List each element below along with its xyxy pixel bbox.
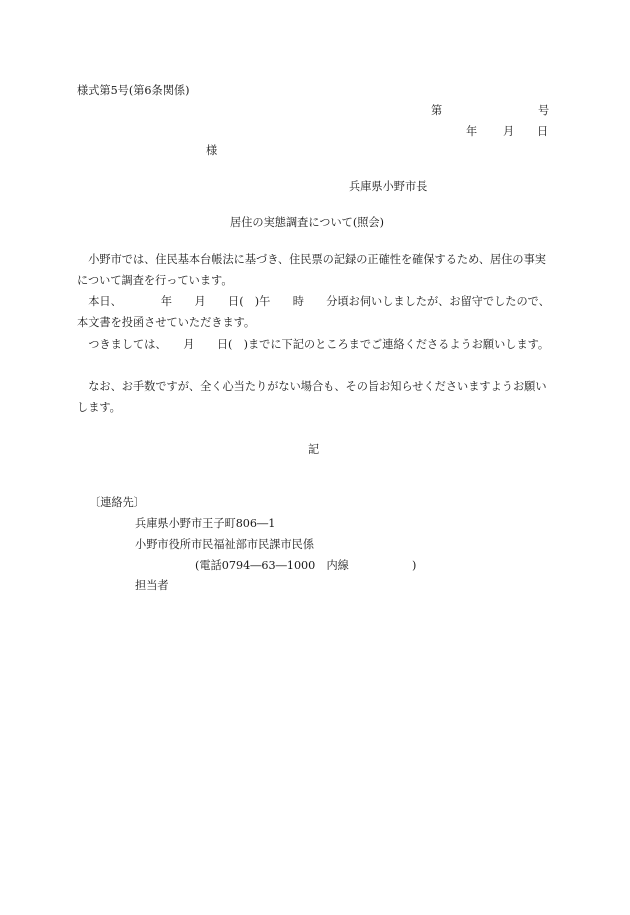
- date-year: 年: [466, 125, 478, 138]
- contact-heading: 〔連絡先〕: [89, 496, 145, 509]
- document-number-prefix: 第: [431, 104, 443, 117]
- body-paragraph-4: [77, 376, 550, 419]
- date-month: 月: [503, 125, 515, 138]
- ki-heading: 記: [308, 443, 320, 456]
- addressee-suffix: 様: [206, 144, 218, 157]
- body-paragraph-2: [77, 291, 550, 334]
- paragraph-3-text: つきましては、 月 日( )までに下記のところまでご連絡くださるようお願いします。: [88, 338, 550, 351]
- contact-phone: (電話0794―63―1000 内線: [195, 559, 349, 572]
- paragraph-1-text: 小野市では、住民基本台帳法に基づき、住民票の記録の正確性を確保するため、居住の事実について調査を行っています。: [77, 253, 546, 288]
- contact-office: 小野市役所市民福祉部市民課市民係: [135, 538, 315, 551]
- contact-person: 担当者: [135, 579, 169, 592]
- body-paragraph-3: [77, 334, 550, 355]
- paragraph-2-text: 本日、 年 月 日( )午 時 分頃お伺いしましたが、お留守でしたので、本文書を投函させていただきます。: [77, 295, 550, 330]
- form-label: 様式第5号(第6条関係): [77, 84, 190, 97]
- date-day: 日: [537, 125, 549, 138]
- paragraph-4-text: なお、お手数ですが、全く心当たりがない場合も、その旨お知らせくださいますようお願いします。: [77, 380, 547, 415]
- contact-address: 兵庫県小野市王子町806―1: [135, 517, 276, 530]
- contact-phone-close: ): [412, 559, 417, 572]
- body-paragraph-1: [77, 249, 550, 292]
- document-number-suffix: 号: [538, 104, 550, 117]
- sender-name: 兵庫県小野市長: [349, 180, 428, 193]
- document-title: 居住の実態調査について(照会): [230, 216, 384, 229]
